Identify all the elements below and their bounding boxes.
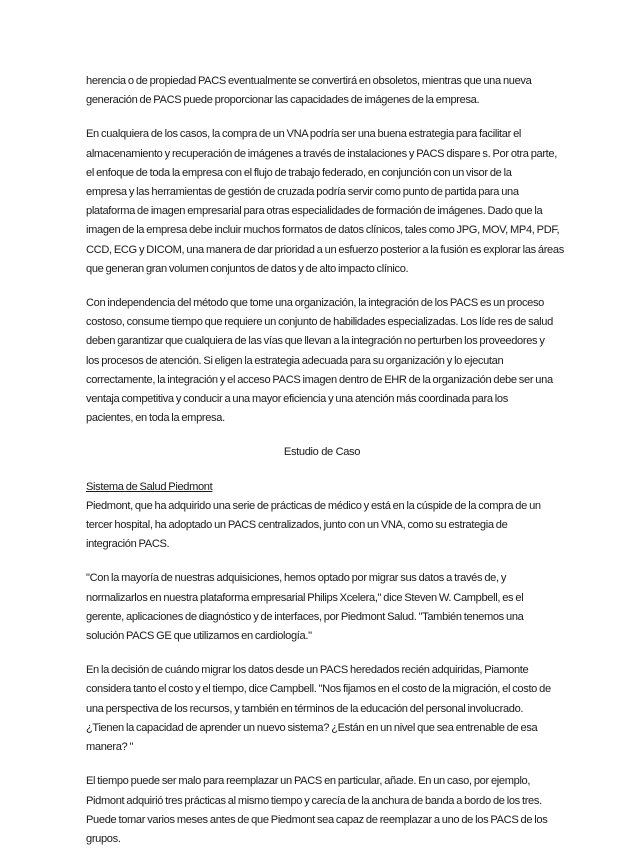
paragraph-timing: [86, 772, 558, 849]
text-line: empresa y las herramientas de gestión de cruzada podría servir como punto de partida para una: [86, 186, 519, 199]
text-line: normalizarlos en nuestra plataforma empresarial Philips Xcelera," dice Steven W. Campbell, es el: [86, 591, 524, 604]
text-line: solución PACS GE que utilizamos en cardiología.": [86, 630, 312, 643]
text-line: costoso, consume tiempo que requiere un conjunto de habilidades especializadas. Los líde res de salud: [86, 316, 553, 329]
text-line: En cualquiera de los casos, la compra de un VNA podría ser una buena estrategia para facilitar el: [86, 128, 522, 141]
case-study-subtitle: Sistema de Salud Piedmont: [86, 480, 213, 493]
text-line: grupos.: [86, 832, 121, 845]
text-line: correctamente, la integración y el acceso PACS imagen dentro de EHR de la organización debe ser una: [86, 373, 553, 386]
text-line: En la decisión de cuándo migrar los datos desde un PACS heredados recién adquiridas, Piamonte: [86, 664, 529, 677]
paragraph-vna-strategy: [86, 125, 564, 279]
text-line: Puede tomar varios meses antes de que Piedmont sea capaz de reemplazar a uno de los PACS de los: [86, 813, 548, 826]
text-line: los procesos de atención. Si eligen la estrategia adecuada para su organización y lo ejecutan: [86, 354, 504, 367]
text-line: el enfoque de toda la empresa con el flujo de trabajo federado, en conjunción con un visor de la: [86, 166, 512, 179]
text-line: Pidmont adquirió tres prácticas al mismo tiempo y carecía de la anchura de banda a bordo de los tres.: [86, 794, 542, 807]
text-line: tercer hospital, ha adoptado un PACS centralizados, junto con un VNA, como su estrategia de: [86, 519, 508, 532]
text-line: imagen de la empresa debe incluir muchos formatos de datos clínicos, tales como JPG, MOV, MP4, PDF,: [86, 224, 560, 237]
text-line: ¿Tienen la capacidad de aprender un nuevo sistema? ¿Están en un nivel que sea entrenable de esa: [86, 721, 538, 734]
text-line: CCD, ECG y DICOM, una manera de dar prioridad a un esfuerzo posterior a la fusión es explorar las áreas: [86, 243, 564, 256]
text-line: que generan gran volumen conjuntos de datos y de alto impacto clínico.: [86, 262, 409, 275]
text-line: deben garantizar que cualquiera de las vías que llevan a la integración no perturben los proveedores y: [86, 335, 545, 348]
text-line: Con independencia del método que tome una organización, la integración de los PACS es un proceso: [86, 297, 544, 310]
text-line: integración PACS.: [86, 538, 170, 551]
paragraph-migration-decision: [86, 661, 558, 757]
text-line: "Con la mayoría de nuestras adquisiciones, hemos optado por migrar sus datos a través de, y: [86, 572, 507, 585]
text-line: almacenamiento y recuperación de imágenes a través de instalaciones y PACS dispare s. Por otra parte,: [86, 147, 557, 160]
text-line: una perspectiva de los recursos, y también en términos de la educación del personal involucrado.: [86, 702, 524, 715]
text-line: manera? ": [86, 741, 134, 754]
text-line: plataforma de imagen empresarial para otras especialidades de formación de imágenes. Dado que la: [86, 205, 543, 218]
text-line: considera tanto el costo y el tiempo, dice Campbell. "Nos fijamos en el costo de la migración, el costo de: [86, 683, 551, 696]
text-line: pacientes, en toda la empresa.: [86, 412, 225, 425]
text-line: Piedmont, que ha adquirido una serie de prácticas de médico y está en la cúspide de la compra de un: [86, 499, 541, 512]
paragraph-integration: [86, 294, 558, 428]
text-line: generación de PACS puede proporcionar las capacidades de imágenes de la empresa.: [86, 94, 480, 107]
paragraph-quote-campbell: [86, 569, 558, 646]
section-heading: Estudio de Caso: [283, 446, 361, 459]
paragraph-case-study-intro: [86, 478, 558, 555]
text-line: ventaja competitiva y conducir a una mayor eficiencia y una atención más coordinada para los: [86, 393, 508, 406]
text-line: gerente, aplicaciones de diagnóstico y de interfaces, por Piedmont Salud. "También tenemos una: [86, 610, 524, 623]
text-line: El tiempo puede ser malo para reemplazar un PACS en particular, añade. En un caso, por ejemplo,: [86, 775, 531, 788]
paragraph-intro: [86, 72, 558, 110]
text-line: herencia o de propiedad PACS eventualmente se convertirá en obsoletos, mientras que una nueva: [86, 75, 532, 87]
